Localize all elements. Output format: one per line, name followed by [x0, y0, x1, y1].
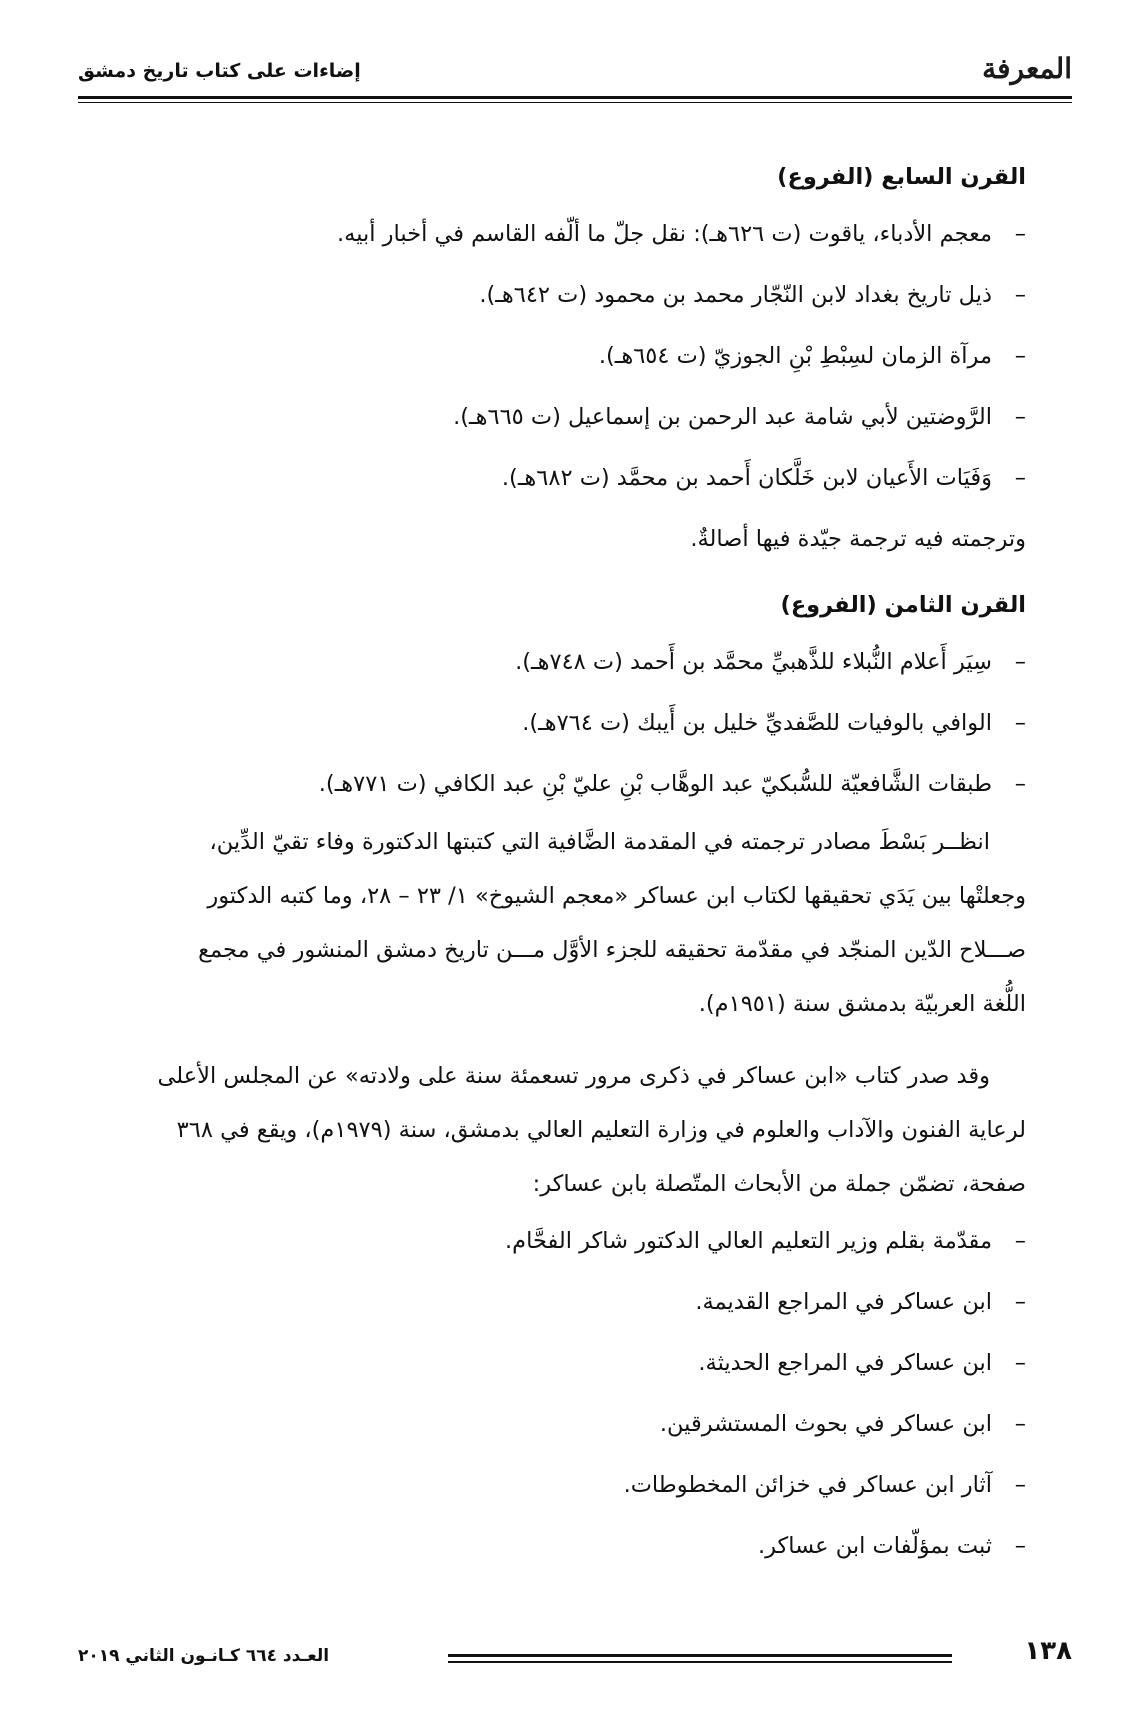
list-item: –ذيل تاريخ بغداد لابن النّجّار محمد بن محمود (ت ٦٤٢هـ). [78, 265, 1026, 326]
note-line: وترجمته فيه ترجمة جيّدة فيها أصالةٌ. [690, 526, 1026, 552]
footer-rule-thick [448, 1654, 952, 1657]
paragraph-book [78, 1049, 1026, 1211]
page-footer [78, 1636, 1072, 1680]
journal-logo: المعرفة [982, 52, 1072, 85]
paragraph-line: اللُّغة العربيّة بدمشق سنة (١٩٥١م). [698, 991, 1026, 1017]
dash-marker: – [1014, 1533, 1026, 1559]
dash-marker: – [1014, 1350, 1026, 1376]
dash-marker: – [1014, 649, 1026, 675]
dash-marker: – [1014, 343, 1026, 369]
section-heading-eighth-century: القرن الثامن (الفروع) [780, 592, 1026, 618]
list-item: –معجم الأدباء، ياقوت (ت ٦٢٦هـ): نقل جلّ ما ألّفه القاسم في أخبار أبيه. [78, 204, 1026, 265]
list-item: –آثار ابن عساكر في خزائن المخطوطات. [78, 1455, 1026, 1516]
paragraph-sources [78, 815, 1026, 1031]
list-item: –ابن عساكر في المراجع القديمة. [78, 1272, 1026, 1333]
list-item: –ثبت بمؤلّفات ابن عساكر. [78, 1516, 1026, 1577]
page-number: ١٣٨ [1024, 1636, 1072, 1666]
list-item: –وَفَيَات الأَعيان لابن خَلَّكان أَحمد بن محمَّد (ت ٦٨٢هـ). [78, 448, 1026, 509]
paragraph-line: وقد صدر كتاب «ابن عساكر في ذكرى مرور تسعمئة سنة على ولادته» عن المجلس الأعلى [157, 1063, 990, 1089]
dash-marker: – [1014, 282, 1026, 308]
page-header [78, 52, 1072, 98]
list-item: –مقدّمة بقلم وزير التعليم العالي الدكتور شاكر الفحَّام. [78, 1211, 1026, 1272]
dash-marker: – [1014, 404, 1026, 430]
list-item: –طبقات الشَّافعيّة للسُّبكيّ عبد الوهَّاب بْنِ عليّ بْنِ عبد الكافي (ت ٧٧١هـ). [78, 754, 1026, 815]
paragraph-line: لرعاية الفنون والآداب والعلوم في وزارة التعليم العالي بدمشق، سنة (١٩٧٩م)، ويقع في ٣٦٨ [176, 1117, 1026, 1143]
list-item: –مرآة الزمان لسِبْطِ بْنِ الجوزيّ (ت ٦٥٤هـ). [78, 326, 1026, 387]
dash-marker: – [1014, 221, 1026, 247]
paragraph-line: وجعلتْها بين يَدَي تحقيقها لكتاب ابن عساكر «معجم الشيوخ» ١/ ٢٣ – ٢٨، وما كتبه الدكتور [207, 883, 1026, 909]
list-item: –الرَّوضتين لأبي شامة عبد الرحمن بن إسماعيل (ت ٦٦٥هـ). [78, 387, 1026, 448]
header-rule-thin [78, 102, 1072, 103]
list-item: –ابن عساكر في بحوث المستشرقين. [78, 1394, 1026, 1455]
paragraph-line: صـــلاح الدّين المنجّد في مقدّمة تحقيقه للجزء الأوَّل مـــن تاريخ دمشق المنشور في مجمع [198, 937, 1026, 963]
dash-marker: – [1014, 1472, 1026, 1498]
dash-marker: – [1014, 1228, 1026, 1254]
page-content [78, 150, 1026, 1577]
paragraph-line: صفحة، تضمّن جملة من الأبحاث المتّصلة بابن عساكر: [532, 1171, 1026, 1197]
dash-marker: – [1014, 1289, 1026, 1315]
running-title: إضاءات على كتاب تاريخ دمشق [78, 60, 361, 82]
dash-marker: – [1014, 710, 1026, 736]
dash-marker: – [1014, 771, 1026, 797]
footer-rule-thin [448, 1661, 952, 1663]
section-heading-seventh-century: القرن السابع (الفروع) [777, 164, 1026, 190]
issue-label: العـدد ٦٦٤ كـانـون الثاني ٢٠١٩ [78, 1646, 330, 1666]
header-rule-thick [78, 96, 1072, 99]
dash-marker: – [1014, 465, 1026, 491]
list-item: –سِيَر أَعلام النُّبلاء للذَّهبيِّ محمَّد بن أَحمد (ت ٧٤٨هـ). [78, 632, 1026, 693]
dash-marker: – [1014, 1411, 1026, 1437]
paragraph-line: انظــر بَسْطَ مصادر ترجمته في المقدمة الضَّافية التي كتبتها الدكتورة وفاء تقيّ الدِّين، [209, 829, 990, 855]
list-item: –الوافي بالوفيات للصَّفديِّ خليل بن أَيبك (ت ٧٦٤هـ). [78, 693, 1026, 754]
list-item: –ابن عساكر في المراجع الحديثة. [78, 1333, 1026, 1394]
